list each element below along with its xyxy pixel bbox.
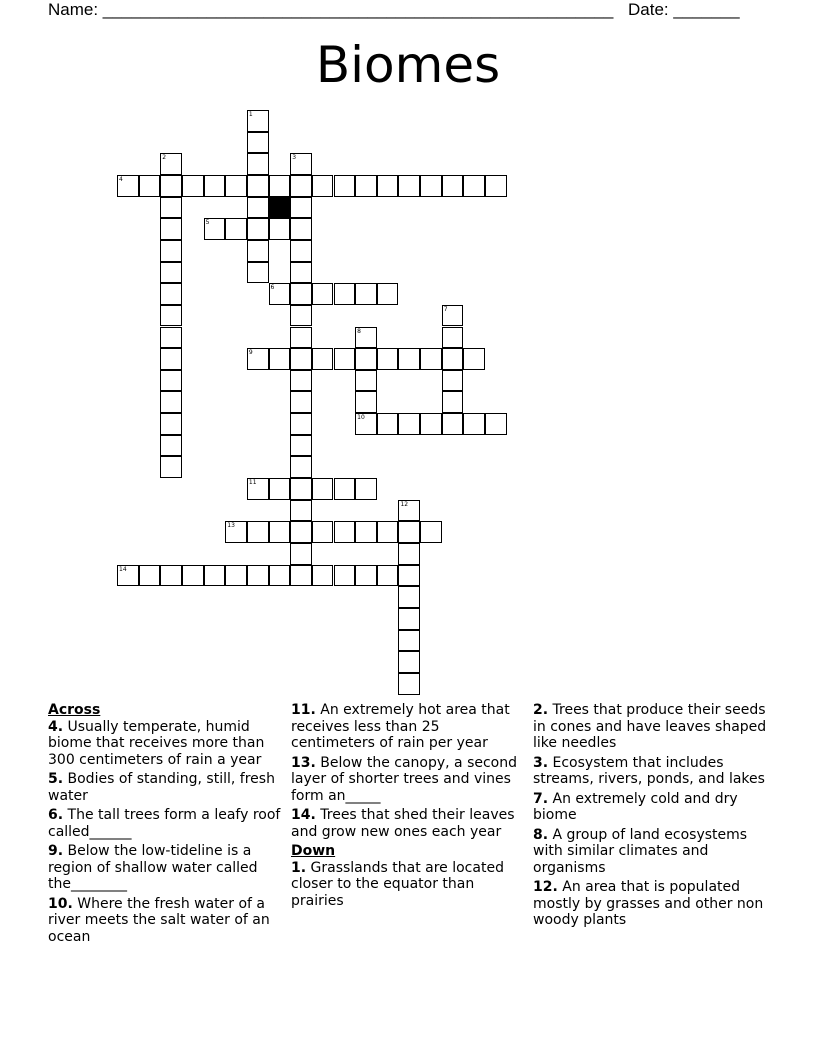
- grid-cell[interactable]: [160, 327, 182, 349]
- grid-cell[interactable]: [247, 218, 269, 240]
- grid-cell[interactable]: [225, 521, 247, 543]
- clues-column-1: [48, 702, 284, 948]
- clue-number: 14.: [291, 807, 316, 823]
- grid-cell[interactable]: [290, 435, 312, 457]
- grid-cell[interactable]: [160, 391, 182, 413]
- grid-cell[interactable]: [420, 348, 442, 370]
- grid-cell[interactable]: [269, 218, 291, 240]
- grid-cell[interactable]: [355, 521, 377, 543]
- grid-cell[interactable]: [355, 175, 377, 197]
- black-cell: [269, 197, 291, 219]
- grid-cell[interactable]: [377, 348, 399, 370]
- grid-cell[interactable]: [117, 565, 139, 587]
- grid-cell[interactable]: [204, 175, 226, 197]
- grid-cell[interactable]: [204, 218, 226, 240]
- grid-cell[interactable]: [334, 283, 356, 305]
- clue-number: 10.: [48, 895, 73, 912]
- grid-cell[interactable]: [247, 110, 269, 132]
- grid-cell[interactable]: [420, 175, 442, 197]
- clue-number: 11.: [291, 702, 316, 718]
- clue-text: Below the canopy, a second layer of shorter trees and vines form an_____: [291, 754, 518, 804]
- grid-cell[interactable]: [290, 348, 312, 370]
- grid-cell[interactable]: [290, 413, 312, 435]
- clue-text: Below the low-tideline is a region of shallow water called the________: [48, 843, 258, 892]
- clue-number: 2.: [533, 702, 549, 718]
- grid-cell[interactable]: [377, 175, 399, 197]
- clue-text: Bodies of standing, still, fresh water: [48, 771, 275, 804]
- clue-text: Grasslands that are located closer to the equator than prairies: [291, 859, 504, 909]
- clue-number: 3: [292, 154, 297, 162]
- clue-item: [48, 843, 284, 893]
- clue-text: Trees that produce their seeds in cones and have leaves shaped like needles: [533, 702, 767, 751]
- grid-cell[interactable]: [269, 521, 291, 543]
- name-line[interactable]: Name: ______________________________________________________: [48, 0, 614, 19]
- grid-cell[interactable]: [225, 565, 247, 587]
- grid-cell[interactable]: [355, 283, 377, 305]
- grid-cell[interactable]: [334, 565, 356, 587]
- clue-number: 13: [227, 522, 235, 530]
- grid-cell[interactable]: [182, 175, 204, 197]
- across-clues-continued: [291, 702, 527, 840]
- grid-cell[interactable]: [269, 565, 291, 587]
- clue-item: [48, 896, 284, 946]
- grid-cell[interactable]: [247, 478, 269, 500]
- grid-cell[interactable]: [247, 348, 269, 370]
- clues-column-3: [533, 702, 773, 932]
- grid-cell[interactable]: [160, 175, 182, 197]
- grid-cell[interactable]: [442, 391, 464, 413]
- clue-item: [533, 827, 773, 877]
- clue-text: Trees that shed their leaves and grow new ones each year: [291, 807, 515, 840]
- clue-number: 1: [248, 111, 253, 118]
- grid-cell[interactable]: [160, 283, 182, 305]
- grid-cell[interactable]: [117, 175, 139, 197]
- clue-item: [48, 719, 284, 769]
- grid-cell[interactable]: [290, 240, 312, 262]
- grid-cell[interactable]: [247, 197, 269, 219]
- clue-number: 5.: [48, 771, 64, 787]
- grid-cell[interactable]: [160, 456, 182, 478]
- clue-number: 14: [119, 565, 127, 573]
- grid-cell[interactable]: [290, 283, 312, 305]
- clue-number: 12: [400, 500, 409, 508]
- clue-text: The tall trees form a leafy roof called______: [48, 807, 281, 840]
- grid-cell[interactable]: [312, 175, 334, 197]
- clue-item: [533, 791, 773, 824]
- grid-cell[interactable]: [334, 175, 356, 197]
- grid-cell[interactable]: [355, 370, 377, 392]
- grid-cell[interactable]: [398, 565, 420, 587]
- down-clues-start: [291, 860, 527, 910]
- grid-cell[interactable]: [398, 521, 420, 543]
- clue-item: [533, 702, 773, 752]
- clue-item: [291, 807, 527, 840]
- grid-cell[interactable]: [442, 305, 464, 327]
- grid-cell[interactable]: [225, 175, 247, 197]
- grid-cell[interactable]: [290, 175, 312, 197]
- grid-cell[interactable]: [463, 348, 485, 370]
- clue-number: 4.: [48, 718, 64, 735]
- clue-item: [48, 771, 284, 804]
- grid-cell[interactable]: [160, 348, 182, 370]
- clue-item: [48, 807, 284, 840]
- grid-cell[interactable]: [290, 305, 312, 327]
- clue-number: 6: [270, 284, 275, 292]
- clue-number: 1.: [291, 859, 307, 876]
- grid-cell[interactable]: [355, 348, 377, 370]
- grid-cell[interactable]: [442, 348, 464, 370]
- clue-text: An extremely hot area that receives less than 25 centimeters of rain per year: [291, 702, 510, 751]
- grid-cell[interactable]: [442, 413, 464, 435]
- clue-number: 4: [119, 175, 123, 183]
- down-heading: Down: [291, 843, 336, 859]
- clue-number: 8.: [533, 826, 549, 843]
- clue-number: 3.: [533, 754, 549, 771]
- grid-cell[interactable]: [290, 521, 312, 543]
- grid-cell[interactable]: [247, 132, 269, 154]
- clue-number: 6.: [48, 807, 64, 823]
- clue-item: [533, 879, 773, 929]
- grid-cell[interactable]: [334, 348, 356, 370]
- grid-cell[interactable]: [355, 413, 377, 435]
- grid-cell[interactable]: [160, 413, 182, 435]
- grid-cell[interactable]: [225, 218, 247, 240]
- grid-cell[interactable]: [485, 413, 507, 435]
- clue-text: A group of land ecosystems with similar climates and organisms: [533, 826, 748, 876]
- clue-text: Ecosystem that includes streams, rivers, ponds, and lakes: [533, 754, 765, 787]
- clue-number: 11: [248, 479, 257, 487]
- grid-cell[interactable]: [290, 153, 312, 175]
- grid-cell[interactable]: [463, 175, 485, 197]
- grid-cell[interactable]: [160, 565, 182, 587]
- clue-text: Usually temperate, humid biome that receives more than 300 centimeters of rain a year: [48, 718, 265, 768]
- grid-cell[interactable]: [160, 435, 182, 457]
- grid-cell[interactable]: [204, 565, 226, 587]
- grid-cell[interactable]: [160, 262, 182, 284]
- grid-cell[interactable]: [247, 565, 269, 587]
- clue-number: 2: [162, 154, 167, 162]
- grid-cell[interactable]: [269, 175, 291, 197]
- grid-cell[interactable]: [377, 283, 399, 305]
- grid-cell[interactable]: [355, 327, 377, 349]
- grid-cell[interactable]: [139, 175, 161, 197]
- clue-item: [533, 755, 773, 788]
- grid-cell[interactable]: [269, 478, 291, 500]
- grid-cell[interactable]: [485, 175, 507, 197]
- grid-cell[interactable]: [160, 153, 182, 175]
- grid-cell[interactable]: [398, 651, 420, 673]
- grid-cell[interactable]: [398, 500, 420, 522]
- grid-cell[interactable]: [182, 565, 204, 587]
- grid-cell[interactable]: [334, 478, 356, 500]
- clue-number: 10: [357, 414, 365, 422]
- grid-cell[interactable]: [290, 565, 312, 587]
- grid-cell[interactable]: [290, 391, 312, 413]
- clue-number: 12.: [533, 879, 558, 895]
- grid-cell[interactable]: [398, 586, 420, 608]
- grid-cell[interactable]: [442, 327, 464, 349]
- grid-cell[interactable]: [290, 500, 312, 522]
- grid-cell[interactable]: [398, 608, 420, 630]
- grid-cell[interactable]: [290, 543, 312, 565]
- grid-cell[interactable]: [290, 327, 312, 349]
- grid-cell[interactable]: [160, 370, 182, 392]
- clue-number: 8: [357, 327, 361, 335]
- grid-cell[interactable]: [420, 413, 442, 435]
- grid-cell[interactable]: [290, 218, 312, 240]
- grid-cell[interactable]: [398, 630, 420, 652]
- clue-number: 9: [248, 349, 253, 357]
- grid-cell[interactable]: [463, 413, 485, 435]
- clues-column-2: [291, 702, 527, 912]
- grid-cell[interactable]: [290, 456, 312, 478]
- grid-cell[interactable]: [312, 521, 334, 543]
- clue-number: 5: [205, 219, 210, 227]
- grid-cell[interactable]: [247, 521, 269, 543]
- grid-cell[interactable]: [355, 565, 377, 587]
- clue-item: [291, 860, 527, 910]
- grid-cell[interactable]: [312, 565, 334, 587]
- grid-cell[interactable]: [312, 478, 334, 500]
- grid-cell[interactable]: [247, 153, 269, 175]
- grid-cell[interactable]: [269, 283, 291, 305]
- grid-cell[interactable]: [398, 175, 420, 197]
- date-line[interactable]: Date: _______: [628, 0, 740, 19]
- grid-cell[interactable]: [290, 370, 312, 392]
- grid-cell[interactable]: [312, 283, 334, 305]
- grid-cell[interactable]: [247, 240, 269, 262]
- grid-cell[interactable]: [160, 240, 182, 262]
- grid-cell[interactable]: [312, 348, 334, 370]
- grid-cell[interactable]: [355, 391, 377, 413]
- grid-cell[interactable]: [247, 262, 269, 284]
- clue-number: 13.: [291, 754, 316, 771]
- clue-item: [291, 702, 527, 752]
- clue-text: Where the fresh water of a river meets the salt water of an ocean: [48, 895, 270, 945]
- grid-cell[interactable]: [398, 543, 420, 565]
- grid-cell[interactable]: [269, 348, 291, 370]
- grid-cell[interactable]: [398, 348, 420, 370]
- grid-cell[interactable]: [334, 521, 356, 543]
- grid-cell[interactable]: [398, 673, 420, 695]
- page-title: Biomes: [315, 36, 501, 94]
- clue-number: 7.: [533, 790, 549, 807]
- grid-cell[interactable]: [420, 521, 442, 543]
- grid-cell[interactable]: [377, 521, 399, 543]
- grid-cell[interactable]: [139, 565, 161, 587]
- grid-cell[interactable]: [377, 413, 399, 435]
- grid-cell[interactable]: [160, 218, 182, 240]
- grid-cell[interactable]: [442, 175, 464, 197]
- clue-number: 9.: [48, 843, 64, 859]
- clue-text: An extremely cold and dry biome: [533, 790, 738, 823]
- grid-cell[interactable]: [160, 305, 182, 327]
- grid-cell[interactable]: [247, 175, 269, 197]
- grid-cell[interactable]: [442, 370, 464, 392]
- clue-item: [291, 755, 527, 805]
- grid-cell[interactable]: [355, 478, 377, 500]
- clue-text: An area that is populated mostly by grasses and other non woody plants: [533, 879, 764, 928]
- across-heading: Across: [48, 702, 101, 718]
- grid-cell[interactable]: [290, 262, 312, 284]
- grid-cell[interactable]: [290, 478, 312, 500]
- grid-cell[interactable]: [160, 197, 182, 219]
- grid-cell[interactable]: [290, 197, 312, 219]
- grid-cell[interactable]: [398, 413, 420, 435]
- clue-number: 7: [443, 305, 448, 313]
- grid-cell[interactable]: [377, 565, 399, 587]
